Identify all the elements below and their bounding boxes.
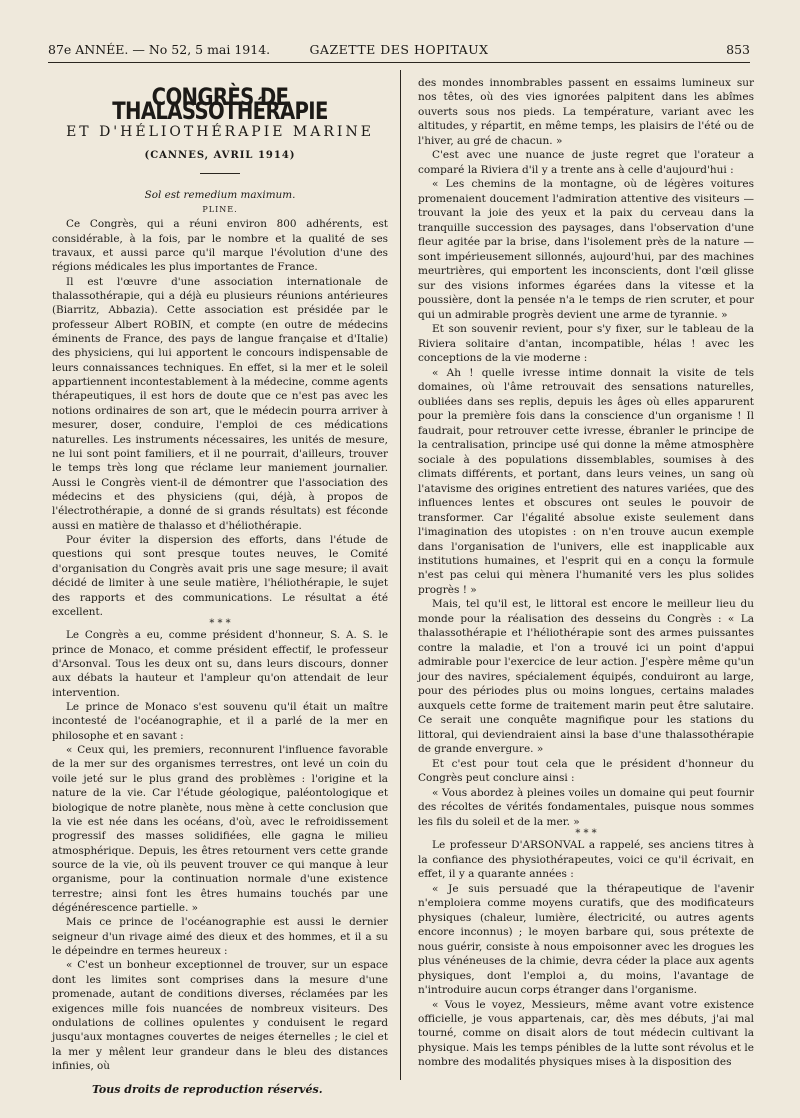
section-separator: * * * — [209, 618, 231, 630]
title-rule — [200, 173, 240, 174]
paragraph: « Ah ! quelle ivresse intime donnait la visite de tels domaines, où l'âme retrouvait des sensations naturelles, oubliées dans ses replis, depuis les âges où elles apparurent pour la première fois dans la conscience d'un organisme ! Il faudrait, pour retrouver cette ivresse, ébranler le principe de la centralisation, principe usé qui donne la même atmosphère sociale à des populations dissemblables, soumises à des climats différents, et portant, dans leurs veines, un sang où l'atavisme des origines entretient des natures variées, que des influences lentes et obscures ont seules le pouvoir de transformer. Car l'égalité absolue existe seulement dans l'imagination des utopistes : on n'en trouve aucun exemple dans l'organisation de l'univers, elle est inapplicable aux institutions humaines, et l'esprit qui en a conçu la formule n'est pas celui qui mènera l'humanité vers les plus solides progrès ! » — [418, 366, 754, 596]
article-location: (CANNES, AVRIL 1914) — [144, 150, 296, 162]
section-separator: * * * — [575, 828, 597, 840]
article-subtitle: ET D'HÉLIOTHÉRAPIE MARINE — [66, 123, 374, 140]
page-header — [48, 42, 750, 62]
paragraph: « Les chemins de la montagne, où de légères voitures promenaient doucement l'admiration attentive des visiteurs — trouvant la joie des yeux et la paix du cerveau dans la tranquille succession des paysages, dans l'observation d'une fleur agitée par la brise, dans l'isolement près de la nature — sont impérieusement sillonnés, aujourd'hui, par des machines meurtrières, qui emportent les inconscients, dont l'œil glisse sur des visions informes égarées dans la vitesse et la poussière, dont la pensée n'a le temps de rien scruter, et pour qui un admirable progrès devient une arme de tyrannie. » — [418, 178, 754, 321]
paragraph: Et c'est pour tout cela que le président d'honneur du Congrès peut conclure ainsi : — [418, 757, 754, 785]
paragraph: Le professeur D'ARSONVAL a rappelé, ses anciens titres à la confiance des physiothérapeutes, voici ce qu'il écrivait, en effet, il y a quarante années : — [418, 839, 754, 881]
epigraph: Sol est remedium maximum. — [144, 189, 296, 202]
paragraph: Ce Congrès, qui a réuni environ 800 adhérents, est considérable, à la fois, par le nombre et la qualité de ses travaux, et aussi parce qu'il marque l'évolution d'une des régions médicales les plus importantes de France. — [52, 218, 388, 274]
paragraph: C'est avec une nuance de juste regret que l'orateur a comparé la Riviera d'il y a trente ans à celle d'aujourd'hui : — [418, 149, 754, 176]
paragraph: Et son souvenir revient, pour s'y fixer, sur le tableau de la Riviera solitaire d'antan, incompatible, hélas ! avec les conceptions de la vie moderne : — [418, 323, 754, 365]
paragraph: « Je suis persuadé que la thérapeutique de l'avenir n'emploiera comme moyens curatifs, que des modificateurs physiques (chaleur, lumière, électricité, ou autres agents encore inconnus) ; le moyen barbare qui, sous prétexte de nous guérir, consiste à nous empoisonner avec les drogues les plus vénéneuses de la chimie, devra céder la place aux agents physiques, dont l'emploi a, du moins, l'avantage de n'introduire aucun corps étranger dans l'organisme. — [418, 882, 754, 997]
paragraph: des mondes innombrables passent en essaims lumineux sur nos têtes, où des vies ignorées palpitent dans les abîmes ouverts sous nos pieds. La température, variant avec les altitudes, y répartit, en même temps, les plaisirs de l'été ou de l'hiver, au gré de chacun. » — [418, 77, 754, 147]
paragraph: « C'est un bonheur exceptionnel de trouver, sur un espace dont les limites sont comprises dans la mesure d'une promenade, autant de conditions diverses, réclamées par les exigences mille fois nuancées de nombreux visiteurs. Des ondulations de collines opulentes y conduisent le regard jusqu'aux montagnes couvertes de neiges éternelles ; le ciel et la mer y mêlent leur grandeur dans le bleu des distances infinies, où — [52, 959, 388, 1072]
paragraph: Mais, tel qu'il est, le littoral est encore le meilleur lieu du monde pour la réalisation des desseins du Congrès : « La thalassothérapie et l'héliothérapie sont des armes puissantes contre la maladie, et l'on a trouvé ici un point d'appui admirable pour l'exercice de leur action. J'espère même qu'un jour des navires, spécialement équipés, conduiront au large, pour des périodes plus ou moins longues, certains malades auxquels cette forme de traitement marin peut être salutaire. Ce serait une conquête magnifique pour les stations du littoral, qui deviendraient ainsi la base d'une thalassothérapie de grande envergure. » — [418, 598, 754, 756]
paragraph: Mais ce prince de l'océanographie est aussi le dernier seigneur d'un rivage aimé des dieux et des hommes, et il a su le dépeindre en termes heureux : — [52, 916, 388, 958]
paragraph: « Ceux qui, les premiers, reconnurent l'influence favorable de la mer sur des organismes terrestres, ont levé un coin du voile jeté sur le plus grand des problèmes : l'origine et la nature de la vie. Car l'étude géologique, paléontologique et biologique de notre planète, nous mène à cette conclusion que la vie est née dans les océans, d'où, avec le refroidissement progressif des masses solidifiées, elle gagna le milieu atmosphérique. Depuis, les êtres retournent vers cette grande source de la vie, où ils peuvent trouver ce qui manque à leur organisme, pour la continuation normale d'une existence terrestre; ainsi font les êtres humains touchés par une dégénérescence partielle. » — [52, 744, 388, 915]
journal-title: GAZETTE DES HOPITAUX — [309, 42, 489, 57]
paragraph: « Vous abordez à pleines voiles un domaine qui peut fournir des récoltes de vérités fondamentales, puisque nous sommes les fils du soleil et de la mer. » — [418, 786, 754, 828]
paragraph: Pour éviter la dispersion des efforts, dans l'étude de questions qui sont presque toutes neuves, le Comité d'organisation du Congrès avait pris une sage mesure; il avait décidé de limiter à une seule matière, l'héliothérapie, le sujet des rapports et des communications. Le résultat a été excellent. — [52, 534, 388, 618]
header-rule — [48, 62, 750, 63]
column-separator — [400, 70, 401, 1080]
page-number: 853 — [726, 42, 750, 57]
left-column — [52, 76, 388, 1073]
epigraph-author: PLINE. — [202, 204, 238, 214]
paragraph: « Vous le voyez, Messieurs, même avant votre existence officielle, je vous appartenais, car, dès mes débuts, j'ai mal tourné, comme on disait alors de tout médecin cultivant la physique. Mais les temps pénibles de la lutte sont révolus et le nombre des modalités physiques mises à la disposition des — [418, 998, 754, 1069]
paragraph: Le prince de Monaco s'est souvenu qu'il était un maître incontesté de l'océanographie, et il a parlé de la mer en philosophe et en savant : — [52, 701, 388, 742]
article-title: CONGRÈS DE THALASSOTHÉRAPIE — [112, 83, 328, 126]
footer-notice: Tous droits de reproduction réservés. — [92, 1083, 323, 1096]
right-column — [418, 76, 754, 1070]
paragraph: Le Congrès a eu, comme président d'honneur, S. A. S. le prince de Monaco, et comme président effectif, le professeur d'Arsonval. Tous les deux ont su, dans leurs discours, donner aux débats la hauteur et l'ampleur qu'on attendait de leur intervention. — [52, 629, 388, 699]
paragraph: Il est l'œuvre d'une association internationale de thalassothérapie, qui a déjà eu plusieurs réunions antérieures (Biarritz, Abbazia). Cette association est présidée par le professeur Albert ROBIN, et compte (en outre de médecins éminents de France, des pays de langue française et d'Italie) des physiciens, qui lui apportent le concours indispensable de leurs connaissances techniques. En effet, si la mer et le soleil appartiennent incontestablement à la médecine, comme agents thérapeutiques, il est hors de doute que ce n'est pas avec les notions ordinaires de son art, que le médecin pourra arriver à mesurer, doser, conduire, l'emploi de ces médications naturelles. Les instruments nécessaires, les unités de mesure, ne lui sont point familiers, et il ne pourrait, d'ailleurs, trouver le temps très long que réclame leur maniement journalier. Aussi le Congrès vient-il de démontrer que l'association des médecins et des physiciens (qui, déjà, à propos de l'électrothérapie, a donné de si grands résultats) est féconde aussi en matière de thalasso et d'héliothérapie. — [52, 275, 388, 532]
issue-info: 87e ANNÉE. — No 52, 5 mai 1914. — [48, 42, 271, 57]
